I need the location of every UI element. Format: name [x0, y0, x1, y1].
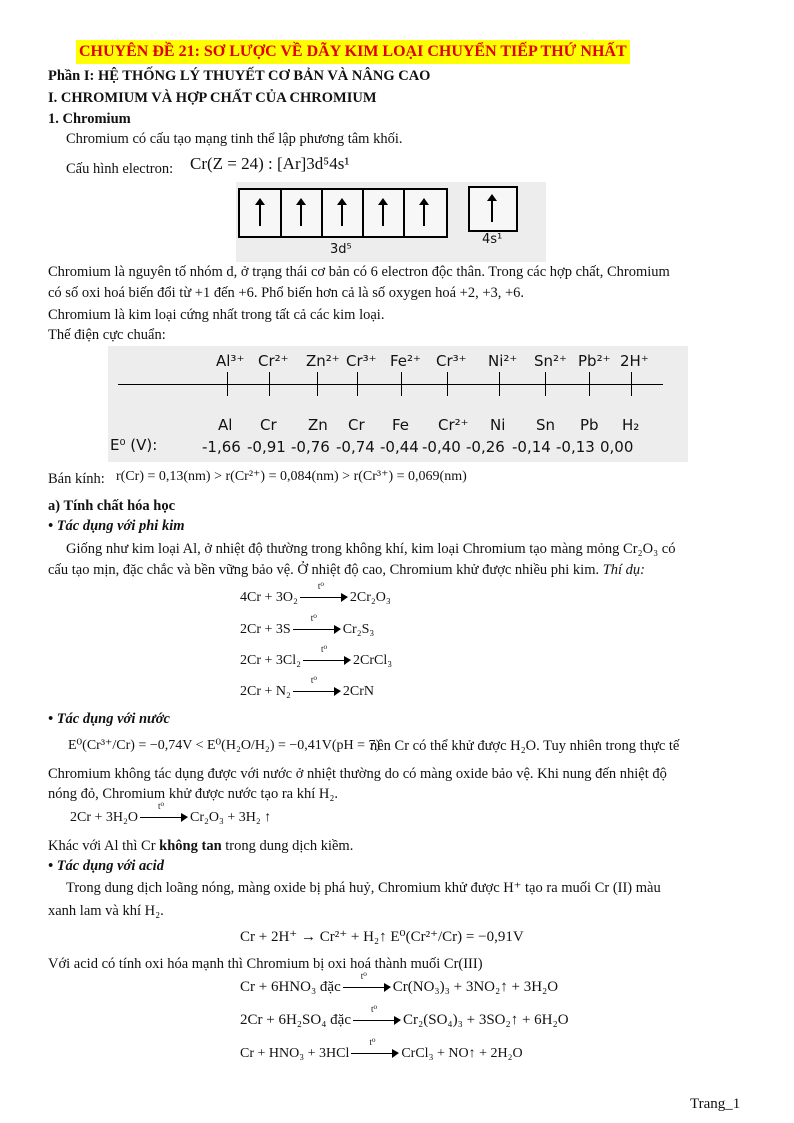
electron-arrow-icon [259, 204, 261, 226]
group-text-1: Chromium là nguyên tố nhóm d, ở trạng thái cơ bản có 6 electron độc thân. Trong các hợp chất, Chromium [48, 264, 670, 280]
orbital-4s-label: 4s¹ [482, 232, 503, 247]
potential-value: -0,14 [512, 438, 551, 456]
equation-water: 2Cr + 3H₂O t⁰ Cr₂O₃ + 3H₂ ↑ [70, 800, 272, 825]
series-tick [401, 372, 402, 396]
series-tick [499, 372, 500, 396]
reduced-form: Fe [392, 416, 410, 434]
reduced-form: Cr [260, 416, 277, 434]
page-title: CHUYÊN ĐỀ 21: SƠ LƯỢC VỀ DÃY KIM LOẠI CHUYỂN TIẾP THỨ NHẤT [76, 40, 630, 64]
nonmetal-heading: • Tác dụng với phi kim [48, 518, 185, 534]
nonmetal-text-1: Giống như kim loại Al, ở nhiệt độ thường trong không khí, kim loại Chromium tạo màng mỏng Cr₂O₃ có [66, 541, 676, 557]
series-tick [589, 372, 590, 396]
oxidized-form: Pb²⁺ [578, 352, 611, 370]
orbital-4s-box [468, 186, 518, 232]
group-text-2: có số oxi hoá biến đổi từ +1 đến +6. Phổ biến hơn cả là số oxygen hoá +2, +3, +6. [48, 285, 525, 301]
potential-value: -1,66 [202, 438, 241, 456]
oxidized-form: Sn²⁺ [534, 352, 567, 370]
electron-arrow-icon [341, 204, 343, 226]
series-tick [545, 372, 546, 396]
e0-label: E⁰ (V): [110, 436, 158, 454]
series-tick [631, 372, 632, 396]
section-heading: I. CHROMIUM VÀ HỢP CHẤT CỦA CHROMIUM [48, 90, 377, 106]
part-heading: Phần I: HỆ THỐNG LÝ THUYẾT CƠ BẢN VÀ NÂNG CAO [48, 68, 431, 84]
acid-heading: • Tác dụng với acid [48, 858, 164, 874]
reduced-form: Zn [308, 416, 328, 434]
equation-aqua-regia: Cr + HNO₃ + 3HCl t⁰ CrCl₃ + NO↑ + 2H₂O [240, 1036, 523, 1061]
nonmetal-text-2: cấu tạo mịn, đặc chắc và bền vững bảo vệ. Ở nhiệt độ cao, Chromium khử được nhiều phi kim. Thí dụ: [48, 562, 646, 578]
water-text-2: Chromium không tác dụng được với nước ở nhiệt thường do có màng oxide bảo vệ. Khi nung đến nhiệt độ [48, 766, 667, 782]
equation-s: 2Cr + 3S t⁰ Cr₂S₃ [240, 612, 375, 637]
equation-h2so4: 2Cr + 6H₂SO₄ đặc t⁰ Cr₂(SO₄)₃ + 3SO₂↑ + 6H₂O [240, 1003, 569, 1028]
water-heading: • Tác dụng với nước [48, 711, 170, 727]
series-tick [447, 372, 448, 396]
reduced-form: Sn [536, 416, 556, 434]
config-label: Cấu hình electron: [66, 161, 174, 177]
series-tick [357, 372, 358, 396]
chem-properties-heading: a) Tính chất hóa học [48, 498, 176, 514]
series-tick [227, 372, 228, 396]
water-text-3: nóng đỏ, Chromium khử được nước tạo ra khí H₂. [48, 786, 339, 802]
equation-cl2: 2Cr + 3Cl₂ t⁰ 2CrCl₃ [240, 643, 393, 668]
equation-o2: 4Cr + 3O₂ t⁰ 2Cr₂O₃ [240, 580, 391, 605]
series-tick [269, 372, 270, 396]
reduced-form: Cr [348, 416, 365, 434]
oxidized-form: Cr³⁺ [346, 352, 377, 370]
reduced-form: Ni [490, 416, 506, 434]
oxidized-form: Cr³⁺ [436, 352, 467, 370]
oxidized-form: Fe²⁺ [390, 352, 421, 370]
electron-arrow-icon [491, 200, 493, 222]
oxidized-form: Ni²⁺ [488, 352, 518, 370]
acid-text-2: xanh lam và khí H₂. [48, 903, 164, 919]
water-potential-formula: E⁰(Cr³⁺/Cr) = −0,74V < E⁰(H₂O/H₂) = −0,41V(pH = 7) [68, 738, 381, 753]
reduced-form: Pb [580, 416, 599, 434]
oxidized-form: Al³⁺ [216, 352, 245, 370]
potential-value: -0,40 [422, 438, 461, 456]
equation-hno3: Cr + 6HNO₃ đặc t⁰ Cr(NO₃)₃ + 3NO₂↑ + 3H₂O [240, 970, 559, 995]
equation-acid-dilute: Cr + 2H⁺ → Cr²⁺ + H₂↑ E⁰(Cr²⁺/Cr) = −0,91V [240, 929, 524, 945]
series-axis [118, 384, 663, 385]
alkali-text: Khác với Al thì Cr không tan trong dung dịch kiềm. [48, 838, 354, 854]
acid-text-1: Trong dung dịch loãng nóng, màng oxide bị phá huỷ, Chromium khử được H⁺ tạo ra muối Cr (II) màu [66, 880, 661, 896]
potential-value: -0,13 [556, 438, 595, 456]
oxidized-form: Zn²⁺ [306, 352, 340, 370]
reduced-form: H₂ [622, 416, 640, 434]
orbital-3d-label: 3d⁵ [330, 242, 352, 257]
page-number: Trang_1 [690, 1096, 741, 1112]
orbital-3d-box [238, 188, 448, 238]
reduced-form: Cr²⁺ [438, 416, 469, 434]
series-tick [317, 372, 318, 396]
oxidized-form: Cr²⁺ [258, 352, 289, 370]
reduced-form: Al [218, 416, 233, 434]
config-formula: Cr(Z = 24) : [Ar]3d⁵4s¹ [190, 154, 350, 173]
potential-label: Thế điện cực chuẩn: [48, 327, 166, 343]
crystal-text: Chromium có cấu tạo mạng tinh thể lập phương tâm khối. [66, 131, 403, 147]
electron-arrow-icon [382, 204, 384, 226]
potential-value: -0,44 [380, 438, 419, 456]
electron-arrow-icon [423, 204, 425, 226]
acid-text-3: Với acid có tính oxi hóa mạnh thì Chromium bị oxi hoá thành muối Cr(III) [48, 956, 483, 972]
potential-value: 0,00 [600, 438, 634, 456]
potential-value: -0,26 [466, 438, 505, 456]
radius-formula: r(Cr) = 0,13(nm) > r(Cr²⁺) = 0,084(nm) > r(Cr³⁺) = 0,069(nm) [116, 469, 467, 484]
water-text-1: nên Cr có thể khử được H₂O. Tuy nhiên trong thực tế [370, 738, 680, 754]
electron-arrow-icon [300, 204, 302, 226]
oxidized-form: 2H⁺ [620, 352, 649, 370]
potential-value: -0,74 [336, 438, 375, 456]
subsection-heading: 1. Chromium [48, 111, 131, 127]
equation-n2: 2Cr + N₂ t⁰ 2CrN [240, 674, 375, 699]
radius-label: Bán kính: [48, 471, 105, 487]
hardness-text: Chromium là kim loại cứng nhất trong tất cả các kim loại. [48, 307, 385, 323]
potential-value: -0,91 [247, 438, 286, 456]
potential-value: -0,76 [291, 438, 330, 456]
